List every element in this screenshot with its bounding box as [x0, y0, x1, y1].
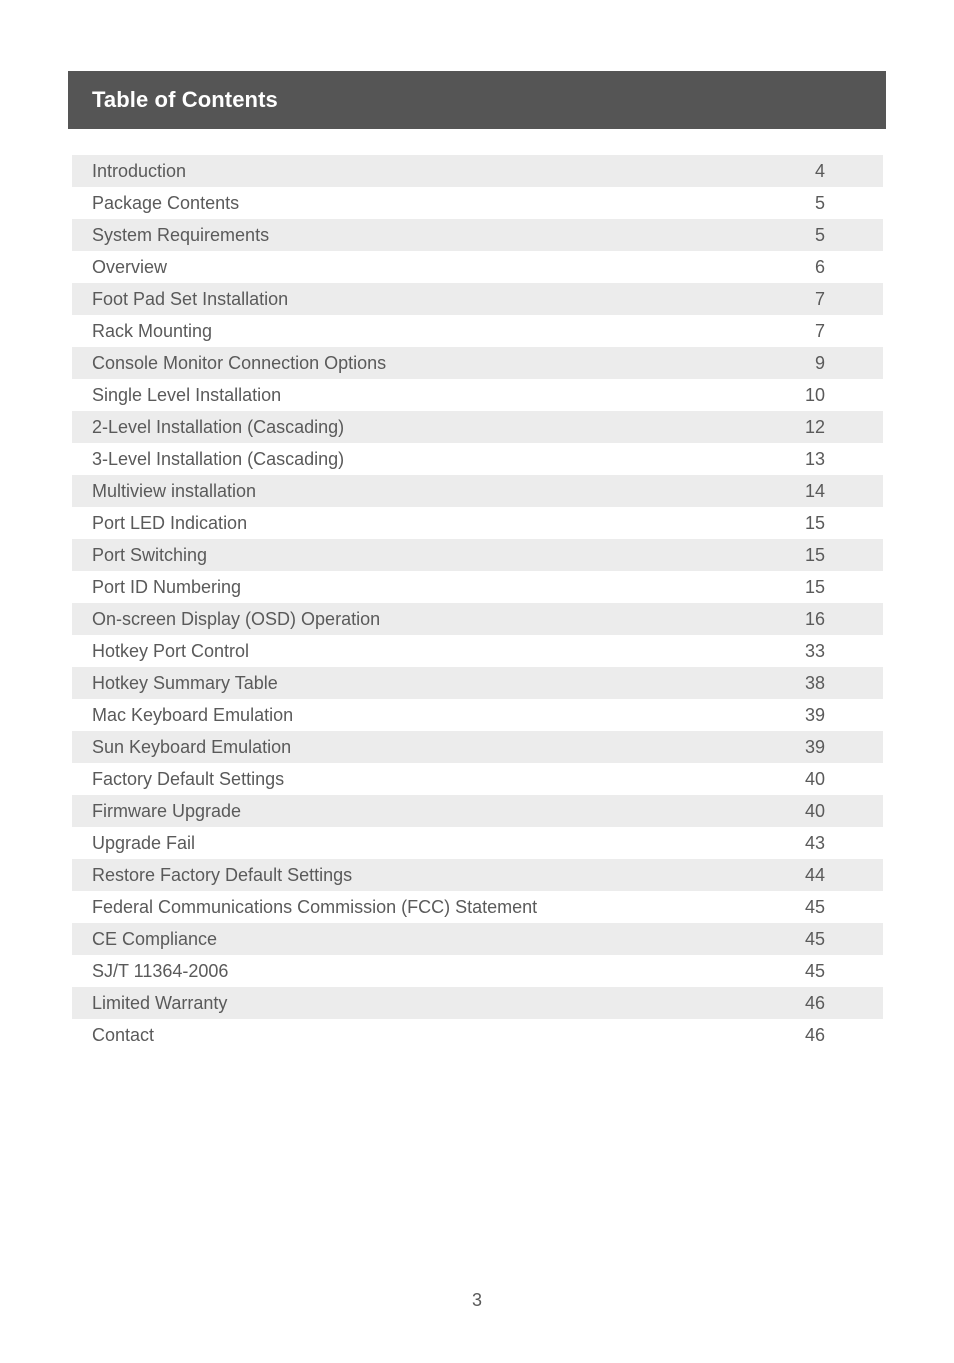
toc-entry-title: Contact	[92, 1024, 155, 1045]
toc-entry-title: Federal Communications Commission (FCC) Statement	[92, 896, 538, 917]
toc-entry-title: Overview	[92, 256, 168, 277]
toc-entry-page: 45	[804, 960, 825, 981]
toc-entry-title: Multiview installation	[92, 480, 257, 501]
toc-entry[interactable]	[72, 507, 883, 539]
toc-entry-title: Console Monitor Connection Options	[92, 352, 387, 373]
toc-entry-title: Sun Keyboard Emulation	[92, 736, 292, 757]
toc-entry-page: 39	[804, 704, 825, 725]
toc-entry-page: 38	[804, 672, 825, 693]
toc-entry[interactable]	[72, 283, 883, 315]
toc-entry-page: 5	[814, 192, 825, 213]
toc-entry-page: 44	[804, 864, 825, 885]
toc-entry[interactable]	[72, 155, 883, 187]
toc-entry[interactable]	[72, 731, 883, 763]
toc-entry[interactable]	[72, 347, 883, 379]
toc-list	[72, 155, 883, 1051]
toc-entry[interactable]	[72, 539, 883, 571]
toc-entry-page: 39	[804, 736, 825, 757]
toc-entry-page: 45	[804, 896, 825, 917]
toc-entry[interactable]	[72, 795, 883, 827]
toc-entry[interactable]	[72, 475, 883, 507]
toc-entry-title: Introduction	[92, 160, 187, 181]
toc-entry[interactable]	[72, 667, 883, 699]
toc-entry[interactable]	[72, 379, 883, 411]
toc-entry-page: 15	[804, 576, 825, 597]
toc-entry-page: 4	[814, 160, 825, 181]
toc-entry[interactable]	[72, 763, 883, 795]
toc-entry-title: SJ/T 11364-2006	[92, 960, 229, 981]
toc-entry-title: On-screen Display (OSD) Operation	[92, 608, 381, 629]
toc-entry[interactable]	[72, 571, 883, 603]
toc-entry-title: Hotkey Summary Table	[92, 672, 278, 693]
toc-entry-page: 46	[804, 1024, 825, 1045]
toc-entry-page: 43	[804, 832, 825, 853]
toc-entry[interactable]	[72, 923, 883, 955]
toc-entry-page: 33	[804, 640, 825, 661]
toc-entry[interactable]	[72, 635, 883, 667]
page-number: 3	[471, 1290, 482, 1310]
toc-entry[interactable]	[72, 987, 883, 1019]
toc-entry[interactable]	[72, 411, 883, 443]
toc-entry-title: Upgrade Fail	[92, 832, 196, 853]
toc-entry-page: 45	[804, 928, 825, 949]
toc-entry-title: Port ID Numbering	[92, 576, 242, 597]
toc-entry[interactable]	[72, 251, 883, 283]
toc-entry-title: Port LED Indication	[92, 512, 248, 533]
toc-entry[interactable]	[72, 859, 883, 891]
toc-entry-title: Foot Pad Set Installation	[92, 288, 289, 309]
toc-entry[interactable]	[72, 1019, 883, 1051]
toc-entry-title: Hotkey Port Control	[92, 640, 250, 661]
toc-entry-title: Port Switching	[92, 544, 208, 565]
toc-entry[interactable]	[72, 827, 883, 859]
toc-entry-page: 46	[804, 992, 825, 1013]
toc-entry-title: Firmware Upgrade	[92, 800, 242, 821]
toc-entry-page: 13	[804, 448, 825, 469]
toc-entry-page: 5	[814, 224, 825, 245]
toc-entry-title: Restore Factory Default Settings	[92, 864, 353, 885]
toc-entry-page: 7	[814, 320, 825, 341]
toc-entry-title: 3-Level Installation (Cascading)	[92, 448, 345, 469]
toc-entry-page: 16	[804, 608, 825, 629]
toc-entry[interactable]	[72, 187, 883, 219]
toc-entry-title: Package Contents	[92, 192, 240, 213]
toc-entry-page: 15	[804, 544, 825, 565]
toc-entry-title: Limited Warranty	[92, 992, 228, 1013]
toc-entry-title: System Requirements	[92, 224, 270, 245]
toc-entry-title: Rack Mounting	[92, 320, 213, 341]
toc-entry[interactable]	[72, 955, 883, 987]
toc-entry-page: 9	[814, 352, 825, 373]
toc-entry-title: Mac Keyboard Emulation	[92, 704, 294, 725]
toc-entry-title: 2-Level Installation (Cascading)	[92, 416, 345, 437]
toc-entry-title: CE Compliance	[92, 928, 218, 949]
toc-entry-page: 15	[804, 512, 825, 533]
toc-header-bar	[68, 71, 886, 129]
toc-entry-page: 14	[804, 480, 825, 501]
toc-entry[interactable]	[72, 603, 883, 635]
toc-entry-page: 40	[804, 768, 825, 789]
toc-entry-title: Factory Default Settings	[92, 768, 285, 789]
toc-entry-page: 6	[814, 256, 825, 277]
toc-entry[interactable]	[72, 891, 883, 923]
toc-entry-page: 40	[804, 800, 825, 821]
toc-entry-page: 10	[804, 384, 825, 405]
toc-entry[interactable]	[72, 315, 883, 347]
toc-entry-page: 12	[804, 416, 825, 437]
toc-entry-page: 7	[814, 288, 825, 309]
page-title: Table of Contents	[92, 87, 278, 112]
toc-entry[interactable]	[72, 219, 883, 251]
toc-entry[interactable]	[72, 443, 883, 475]
toc-entry[interactable]	[72, 699, 883, 731]
toc-entry-title: Single Level Installation	[92, 384, 282, 405]
